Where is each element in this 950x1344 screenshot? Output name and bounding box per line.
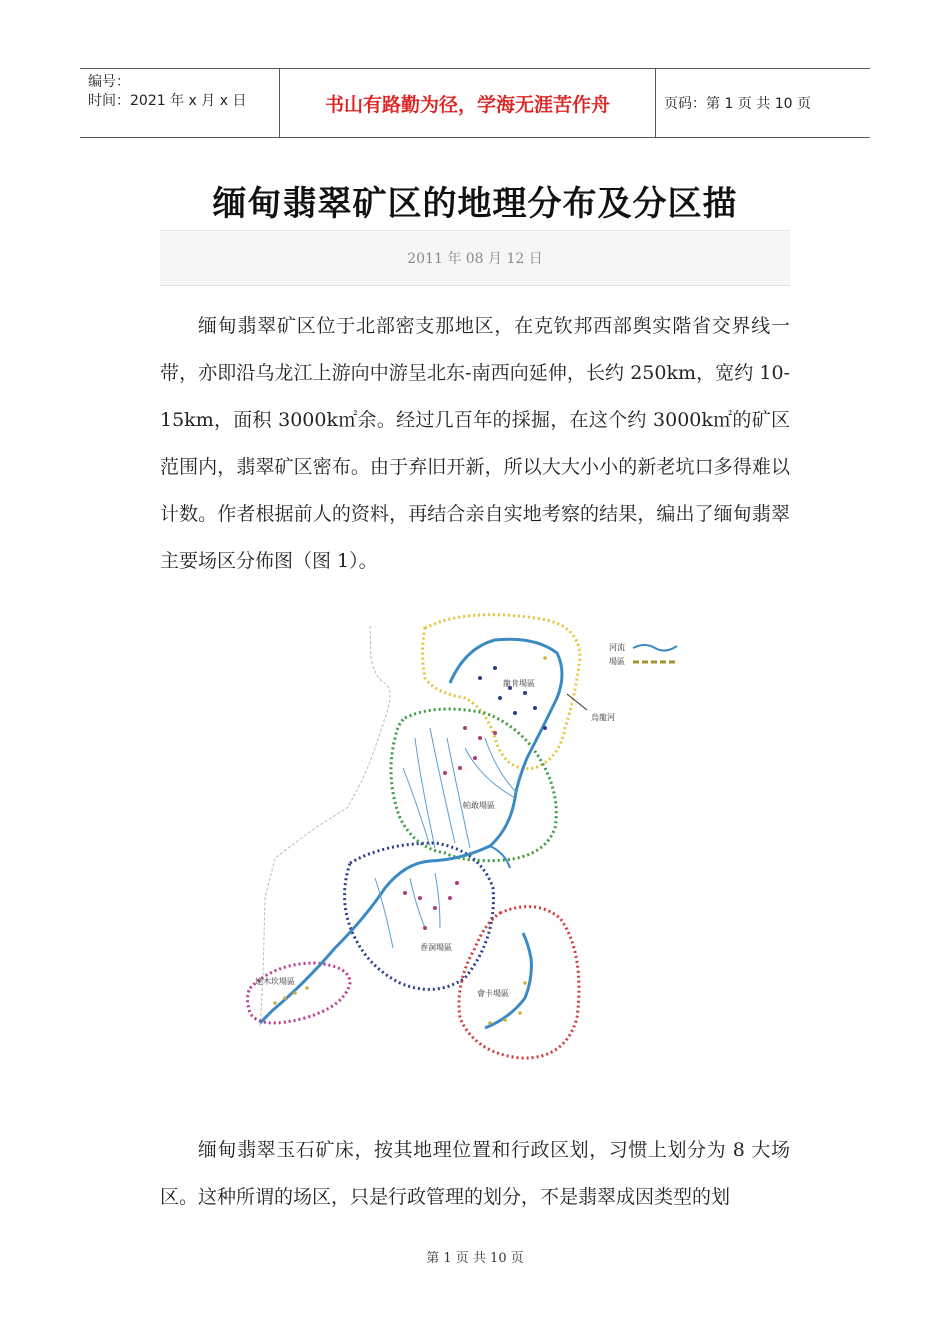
paragraph-intro: 缅甸翡翠矿区位于北部密支那地区，在克钦邦西部舆实階省交界线一带，亦即沿乌龙江上游向中游呈北东-南西向延伸，长约 250km，宽约 10-15km，面积 3000k㎡余。经过几百年的採掘，在这个约 3000k㎡的矿区范围内，翡翠矿区密布。由于弃旧开新，所以大大小小的新老坑口多得难以计数。作者根据前人的资料，再结合亲自实地考察的结果，编出了缅甸翡翠主要场区分佈图（图 1）。 [160, 315, 790, 572]
zone-huika [459, 907, 579, 1059]
time-label: 时间：2021 年 x 月 x 日 [88, 93, 247, 109]
header-motto: 书山有路勤为径，学海无涯苦作舟 [280, 69, 656, 137]
mine-dots-red [403, 726, 497, 930]
article-title: 缅甸翡翠矿区的地理分布及分区描 [212, 184, 738, 224]
zone-label-longken: 龍肯場區 [503, 679, 535, 688]
river-label: 烏龍河 [591, 713, 615, 722]
border-line [263, 626, 390, 978]
zone-label-damukan: 達木坎場區 [255, 977, 295, 986]
mine-dots-blue [478, 666, 547, 730]
zone-label-pakan: 帕敢場區 [463, 801, 495, 810]
zone-label-huika: 會卡場區 [477, 989, 509, 998]
legend-river-label: 河流 [609, 643, 625, 652]
number-label: 编号： [88, 74, 130, 90]
main-river [260, 639, 562, 1023]
header-meta [80, 69, 280, 137]
legend-zone-label: 場區 [609, 657, 625, 666]
header-page-info: 页码：第 1 页 共 10 页 [664, 96, 811, 112]
page-footer: 第 1 页 共 10 页 [426, 1251, 524, 1266]
page-header [80, 68, 870, 138]
article-date [160, 230, 790, 286]
river-pointer [567, 694, 587, 710]
zone-label-xiangdong: 香洞場區 [420, 943, 452, 952]
zone-damukan [248, 963, 351, 1023]
river-branch [490, 846, 510, 868]
jade-mine-map [235, 598, 715, 1072]
zone-pakan [391, 709, 556, 861]
zone-xiangdong [345, 843, 494, 989]
zone-longken [423, 615, 581, 769]
huika-river [485, 933, 531, 1028]
legend-river-swatch [633, 645, 677, 651]
date-text: 2011 年 08 月 12 日 [407, 251, 543, 267]
paragraph-regions: 缅甸翡翠玉石矿床，按其地理位置和行政区划，习惯上划分为 8 大场区。这种所谓的场区，只是行政管理的划分，不是翡翠成因类型的划 [160, 1139, 790, 1208]
